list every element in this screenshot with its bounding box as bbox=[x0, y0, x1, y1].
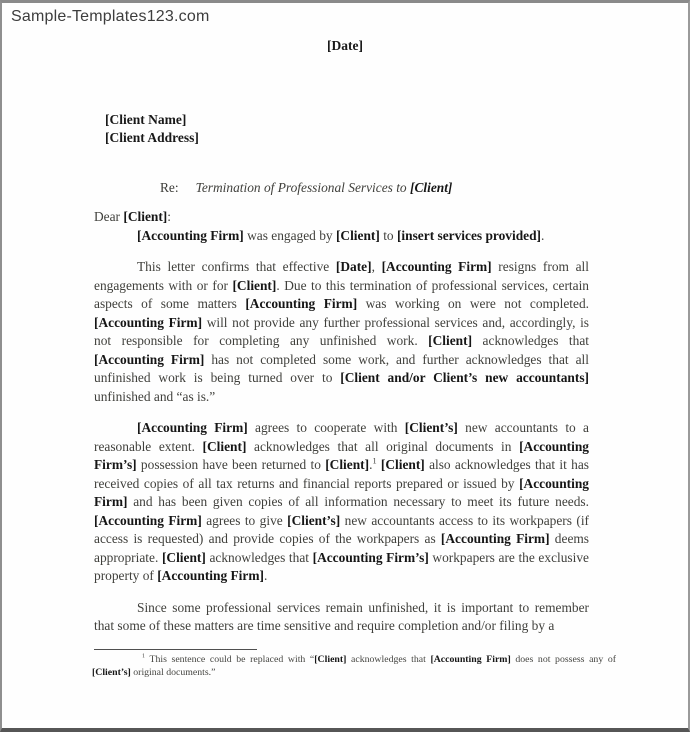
letter-paragraph-cooperation: [Accounting Firm] agrees to cooperate with [Client’s] new accountants to a reasonable extent. [Client] acknowledges that all original documents in [Accounting Firm’s] possession have been returned to [Client].$^1$ [Client] also acknowledges that it has received copies of all tax returns and financial reports prepared or issued by [Accounting Firm] and has been given copies of all information necessary to meet its future needs. [Accounting Firm] agrees to give [Client’s] new accountants access to its workpapers (if access is requested) and provide copies of the workpapers as [Accounting Firm] deems appropriate. [Client] acknowledges that [Accounting Firm’s] workpapers are the exclusive property of [Accounting Firm]. bbox=[94, 420, 590, 583]
client-name-line: [Client Name] bbox=[105, 112, 187, 127]
client-address-line: [Client Address] bbox=[105, 130, 199, 145]
client-address-block bbox=[105, 111, 688, 147]
salutation-line: Dear [Client]: bbox=[94, 209, 171, 224]
site-watermark-label: Sample-Templates123.com bbox=[11, 8, 210, 25]
re-subject-line bbox=[160, 180, 688, 196]
footnote-divider bbox=[94, 649, 257, 650]
letter-paragraph-engagement: [Accounting Firm] was engaged by [Client] to [insert services provided]. bbox=[137, 227, 545, 243]
re-label: Re: bbox=[160, 180, 179, 195]
letter-body bbox=[2, 208, 688, 636]
letter-paragraph-resignation: This letter confirms that effective [Date], [Accounting Firm] resigns from all engagements with or for [Client]. Due to this termination of professional services, certain aspects of some matters [Accounting Firm] was working on were not completed. [Accounting Firm] will not provide any further professional services and, accordingly, is not responsible for completing any unfinished work. [Client] acknowledges that [Accounting Firm] has not completed some work, and further acknowledges that all unfinished work is being turned over to [Client and/or Client’s new accountants] unfinished and “as is.” bbox=[94, 259, 590, 404]
date-placeholder: [Date] bbox=[327, 38, 363, 53]
letter-paragraph-time-sensitive: Since some professional services remain unfinished, it is important to remember that some of these matters are time sensitive and require completion and/or filing by a bbox=[94, 599, 589, 633]
footnote-text: $^1$ This sentence could be replaced with “[Client] acknowledges that [Accounting Firm] does not possess any of [Client’s] original documents.” bbox=[92, 653, 616, 678]
re-subject-text: Termination of Professional Services to [Client] bbox=[195, 180, 453, 195]
